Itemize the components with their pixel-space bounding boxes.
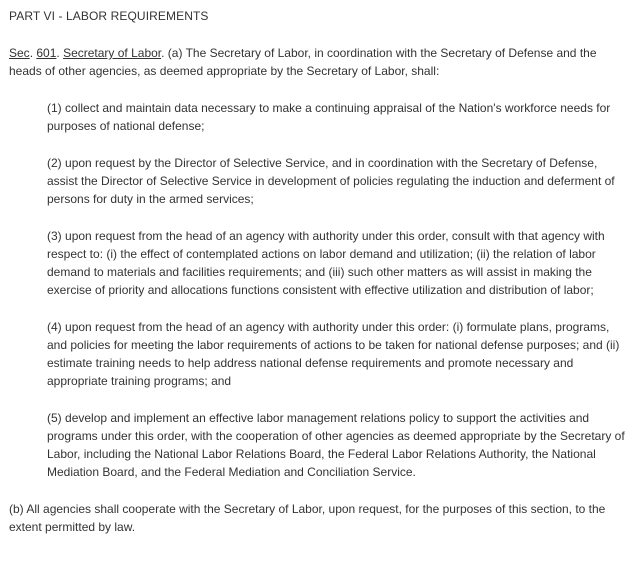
sec-heading: Secretary of Labor [63,46,162,60]
item-label: (4) [47,320,62,334]
list-item-1 [47,99,625,135]
list-item-5 [47,409,625,481]
item-text: upon request from the head of an agency with authority under this order: (i) formulate plans, programs, and policies for meeting the labor requirements of actions to be taken for national defense purposes; and (ii) estimate training needs to help address national defense requirements and promote necessary and appropriate training programs; and [47,320,620,388]
list-item-2 [47,154,625,208]
subsection-b [9,500,625,536]
subsection-b-label: (b) [9,502,24,516]
subsection-a-label: (a) [167,46,183,60]
item-text: collect and maintain data necessary to make a continuing appraisal of the Nation's workforce needs for purposes of national defense; [47,101,611,133]
item-label: (3) [47,229,62,243]
sec-label: Sec [9,46,30,60]
document-page [9,7,625,536]
part-title: PART VI - LABOR REQUIREMENTS [9,9,209,23]
item-text: upon request by the Director of Selective Service, and in coordination with the Secretary of Defense, assist the Director of Selective Service in development of policies regulating the induction and deferment of persons for duty in the armed services; [47,156,615,206]
sec-number: 601 [36,46,57,60]
item-label: (1) [47,101,62,115]
subsection-b-text: All agencies shall cooperate with the Secretary of Labor, upon request, for the purposes of this section, to the extent permitted by law. [9,502,606,534]
section-601-intro: Sec. 601. Secretary of Labor. (a) The Secretary of Labor, in coordination with the Secretary of Defense and the heads of other agencies, as deemed appropriate by the Secretary of Labor, shall: [9,46,597,78]
list-item-4 [47,318,625,390]
item-label: (5) [47,411,62,425]
list-item-3 [47,227,625,299]
item-label: (2) [47,156,62,170]
item-text: upon request from the head of an agency with authority under this order, consult with that agency with respect to: (i) the effect of contemplated actions on labor demand and utilization; (ii) the relation of labor demand to materials and facilities requirements; and (iii) such other matters as will assist in making the exercise of priority and allocations functions consistent with effective utilization and distribution of labor; [47,229,605,297]
subsection-a-text: The Secretary of Labor, in coordination with the Secretary of Defense and the heads of other agencies, as deemed appropriate by the Secretary of Labor, shall: [9,46,597,78]
item-text: develop and implement an effective labor management relations policy to support the activities and programs under this order, with the cooperation of other agencies as deemed appropriate by the Secretary of Labor, including the National Labor Relations Board, the Federal Labor Relations Authority, the National Mediation Board, and the Federal Mediation and Conciliation Service. [47,411,625,479]
